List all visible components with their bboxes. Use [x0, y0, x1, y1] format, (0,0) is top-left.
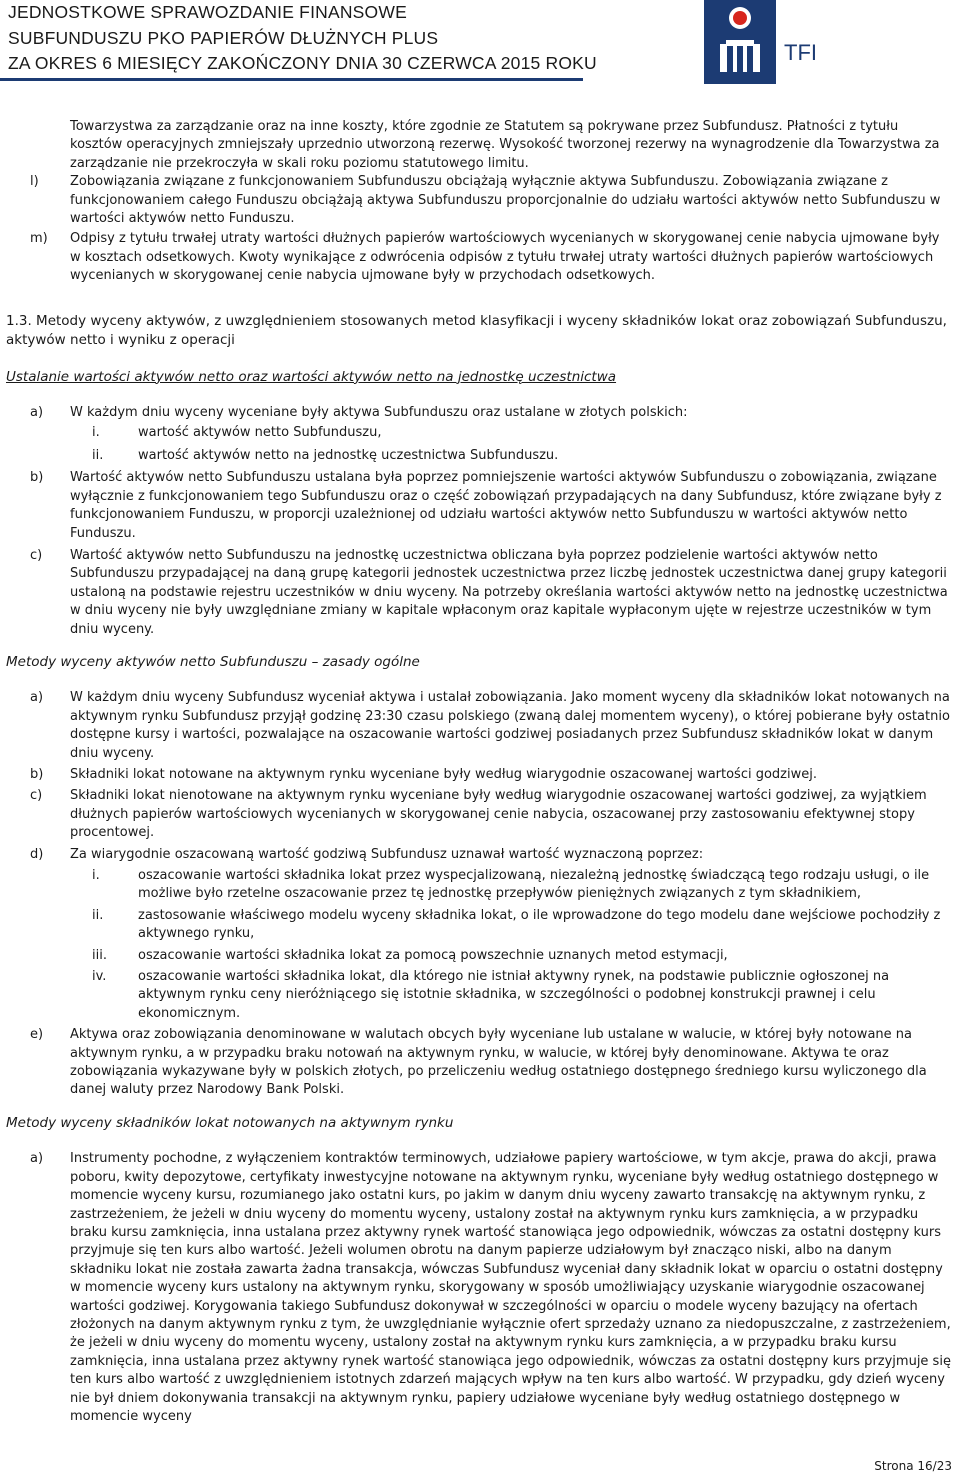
report-period: ZA OKRES 6 MIESIĘCY ZAKOŃCZONY DNIA 30 CZERWCA 2015 ROKU — [8, 53, 597, 73]
list-item-a: a) Instrumenty pochodne, z wyłączeniem kontraktów terminowych, udziałowe papiery wartościowe, w tym akcje, prawa do akcji, prawa poboru, kwity depozytowe, certyfikaty inwestycyjne notowane na aktywnym rynku, wyceniane były według ostatniego dostępnego w momencie wyceny kursu, rozumianego jako ostatni kurs, po jakim w danym dniu wyceny zawarto transakcję na aktywnym rynku, z zastrzeżeniem, że jeżeli w dniu wyceny do momentu wyceny, ustalony został na aktywnym rynku kurs zamknięcia, a w przypadku braku kursu zamknięcia, inna ustalana przez aktywny rynek wartość stanowiąca jego odpowiednik, wówczas za ostatni dostępny kurs przyjmuje się ten kurs albo wartość. Jeżeli wolumen obrotu na danym papierze udziałowym był znacząco niski, albo na danym składniku lokat nie została zawarta żadna transakcja, wówczas Subfundusz wyceniał dany składnik lokat w oparciu o ostatni dostępny w momencie wyceny kurs ustalony na aktywnym rynku, skorygowany w sposób umożliwiający uzyskanie wiarygodnie oszacowanej wartości godziwej. Korygowania takiego Subfundusz dokonywał w szczególności w oparciu o modele wyceny bazujący na ofertach złożonych na danym aktywnym rynku z tym, że uwzględnianie wyłącznie ofert sprzedaży uznano za niedopuszczalne, z zastrzeżeniem, że jeżeli w dniu wyceny do momentu wyceny, ustalony został na aktywnym rynku kurs zamknięcia, a w przypadku braku kursu zamknięcia, inna ustalana przez aktywny rynek wartość stanowiąca jego odpowiednik, wówczas za ostatni dostępny kurs przyjmuje się ten kurs albo wartość z uwzględnieniem istotnych zdarzeń mających wpływ na ten kurs albo wartość. W przypadku, gdy dzień wyceny nie był dniem dokonywania transakcji na aktywnym rynku, papiery udziałowe wyceniane były według ostatniego dostępnego w momencie wyceny — [30, 1151, 951, 1424]
list-item-c: c) Wartość aktywów netto Subfunduszu na jednostkę uczestnictwa obliczana była poprzez podzielenie wartości aktywów netto Subfunduszu przypadającej na daną grupę kategorii jednostek uczestnictwa przez liczbę jednostek uczestnictwa danej grupy kategorii ustaloną na podstawie rejestru uczestników w dniu wyceny. Na potrzeby określania wartości aktywów netto na jednostkę uczestnictwa w dniu wyceny nie były uwzględniane zmiany w kapitale wpłaconym oraz kapitale wypłaconym ujęte w rejestrze uczestników w tym dniu wyceny. — [30, 547, 948, 637]
list-item-b: b) Składniki lokat notowane na aktywnym rynku wyceniane były według wiarygodnie oszacowanej wartości godziwej. — [30, 766, 817, 782]
list-item-b: b) Wartość aktywów netto Subfunduszu ustalana była poprzez pomniejszenie wartości aktywów Subfunduszu o zobowiązania, związane wyłącznie z funkcjonowaniem tego Subfunduszu oraz o część zobowiązań przypadających na dany Subfundusz, które związane były z funkcjonowaniem Funduszu, w proporcji uzależnionej od udziału wartości aktywów netto Subfunduszu w wartości aktywów netto Funduszu. — [30, 470, 942, 541]
list-item-e: e) Aktywa oraz zobowiązania denominowane w walutach obcych były wyceniane lub ustalane w walucie, w której były notowane na aktywnym rynku, a w przypadku braku notowań na aktywnym rynku, w walucie, w której były denominowane. Aktywa te oraz zobowiązania wykazywane były w polskich złotych, po przeliczeniu według ostatniego dostępnego średniego kursu wyliczonego dla danej waluty przez Narodowy Bank Polski. — [30, 1027, 927, 1098]
list-item-d: d) Za wiarygodnie oszacowaną wartość godziwą Subfundusz uznawał wartość wyznaczoną poprzez: — [30, 846, 704, 862]
list-item-m: m) Odpisy z tytułu trwałej utraty wartości dłużnych papierów wartościowych wycenianych w skorygowanej cenie nabycia ujmowane były w kosztach odsetkowych. Kwoty wynikające z odwrócenia odpisów z tytułu trwałej utraty wartości dłużnych papierów wartościowych wycenianych w skorygowanej cenie nabycia ujmowane były w przychodach odsetkowych. — [30, 231, 940, 284]
pko-tfi-logo — [696, 0, 816, 84]
list-item-a: a) W każdym dniu wyceny Subfundusz wyceniał aktywa i ustalał zobowiązania. Jako moment wyceny dla składników lokat notowanych na aktywnym rynku Subfundusz przyjął godzinę 23:30 czasu polskiego (zwaną dalej momentem wyceny), o której pobierane były ostatnio dostępne kursy i wartości, pozwalające na oszacowanie wartości godziwej posiadanych przez Subfundusz składników lokat w danym dniu wyceny. — [30, 690, 950, 761]
intro-continuation: Towarzystwa za zarządzanie oraz na inne koszty, które zgodnie ze Statutem są pokrywane przez Subfundusz. Płatności z tytułu kosztów operacyjnych zmniejszały uprzednio utworzoną rezerwę. Wysokość tworzonej rezerwy na wynagrodzenie dla Towarzystwa za zarządzanie nie przekroczyła w skali roku poziomu statutowego limitu. — [70, 119, 940, 171]
sub-item: iv. oszacowanie wartości składnika lokat, dla którego nie istniał aktywny rynek, na podstawie publicznie ogłoszonej na aktywnym rynku ceny nieróżniącego się istotnie składnika, w szczególności o podobnej konstrukcji prawnej i celu ekonomicznym. — [92, 969, 890, 1021]
sub-item: iii. oszacowanie wartości składnika lokat za pomocą powszechnie uznanych metod estymacji, — [92, 947, 728, 963]
section-title: 1.3. Metody wyceny aktywów, z uwzględnieniem stosowanych metod klasyfikacji i wyceny składników lokat oraz zobowiązań Subfunduszu, aktywów netto i wyniku z operacji — [6, 312, 947, 348]
report-title: JEDNOSTKOWE SPRAWOZDANIE FINANSOWE — [8, 2, 407, 22]
list-item-l: l) Zobowiązania związane z funkcjonowaniem Subfunduszu obciążają wyłącznie aktywa Subfunduszu. Zobowiązania związane z funkcjonowaniem całego Funduszu obciążają aktywa Subfunduszu proporcjonalnie do udziału wartości aktywów netto Subfunduszu w wartości aktywów netto Funduszu. — [30, 174, 941, 227]
list-item-a: a) W każdym dniu wyceny wyceniane były aktywa Subfunduszu oraz ustalane w złotych polskich: — [30, 405, 688, 421]
page-number: Strona 16/23 — [874, 1459, 952, 1473]
page-header — [0, 0, 960, 84]
fund-name: SUBFUNDUSZU PKO PAPIERÓW DŁUŻNYCH PLUS — [8, 28, 439, 48]
list-item-c: c) Składniki lokat nienotowane na aktywnym rynku wyceniane były według wiarygodnie oszacowanej wartości godziwej, za wyjątkiem dłużnych papierów wartościowych wycenianych w skorygowanej cenie nabycia, oszacowanej przy zastosowaniu efektywnej stopy procentowej. — [30, 788, 927, 841]
sub-item: ii. zastosowanie właściwego modelu wyceny składnika lokat, o ile wprowadzone do tego modelu dane wejściowe pochodziły z aktywnego rynku, — [92, 907, 941, 942]
heading-listed-instruments: Metody wyceny składników lokat notowanych na aktywnym rynku — [6, 1114, 454, 1131]
header-rule — [0, 78, 583, 81]
page-content — [0, 118, 960, 1426]
logo-tfi-text: TFI — [784, 40, 816, 65]
sub-item: i. oszacowanie wartości składnika lokat przez wyspecjalizowaną, niezależną jednostkę świadczącą tego rodzaju usługi, o ile możliwe było rzetelne oszacowanie przez tę jednostkę przepływów pieniężnych związanych z tym składnikiem, — [92, 868, 930, 902]
heading-nav: Ustalanie wartości aktywów netto oraz wartości aktywów netto na jednostkę uczestnictwa — [6, 368, 617, 385]
sub-item: ii. wartość aktywów netto na jednostkę uczestnictwa Subfunduszu. — [92, 447, 559, 463]
sub-item: i. wartość aktywów netto Subfunduszu, — [92, 425, 382, 441]
heading-general-rules: Metody wyceny aktywów netto Subfunduszu – zasady ogólne — [6, 653, 420, 670]
